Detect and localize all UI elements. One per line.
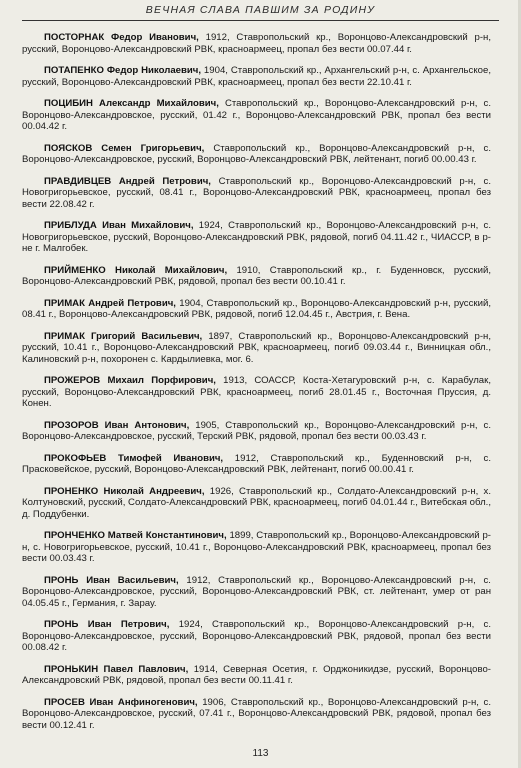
entry-name: ПОЦИБИН Александр Михайлович, <box>44 98 219 109</box>
entry-text: Ставропольский кр., Воронцово-Александровский р-н, с. Воронцово-Александровское, русский, Воронцово-Александровский РВК, лейтенант, погиб 00.00.43 г. <box>22 142 492 165</box>
entry-text: 1913, СОАССР, Коста-Хетагуровский р-н, с. Карабулак, русский, Воронцово-Александровский РВК, красноармеец, погиб 28.01.45 г., Восточная Пруссия, д. Конен. <box>22 375 492 409</box>
entry-name: ПРОЖЕРОВ Михаил Порфирович, <box>44 375 216 386</box>
entry-name: ПРИМАК Андрей Петрович, <box>44 297 176 309</box>
page-number: 113 <box>252 748 269 759</box>
entry-name: ПРИМАК Григорий Васильевич, <box>44 330 203 342</box>
list-item <box>22 98 491 133</box>
list-item <box>22 375 491 410</box>
entry-text: 1914, Северная Осетия, г. Орджоникидзе, русский, Воронцово-Александровский РВК, рядовой, пропал без вести 00.11.41 г. <box>22 663 492 686</box>
entry-name: ПРИЙМЕНКО Николай Михайлович, <box>44 264 228 276</box>
list-item <box>22 575 491 610</box>
list-item <box>22 697 491 732</box>
entry-text: 1912, Ставропольский кр., Воронцово-Александровский р-н, с. Воронцово-Александровское, русский, Воронцово-Александровский РВК, ст. лейтенант, умер от ран 04.05.45 г., Германия, г. Зарау. <box>22 574 491 609</box>
list-item <box>22 176 491 211</box>
entry-name: ПРОНЕНКО Николай Андреевич, <box>44 485 205 497</box>
entry-list <box>22 32 491 741</box>
entry-text: 1904, Ставропольский кр., Архангельский р-н, с. Архангельское, русский, Воронцово-Александровский РВК, красноармеец, пропал без вести 22.10.41 г. <box>22 65 491 88</box>
list-item <box>22 65 491 88</box>
list-item <box>22 664 491 687</box>
entry-name: ПОТАПЕНКО Федор Николаевич, <box>44 65 202 76</box>
header-divider <box>22 20 499 21</box>
list-item <box>22 619 491 654</box>
entry-text: 1912, Ставропольский кр., Воронцово-Александровский р-н, русский, Воронцово-Александровский РВК, красноармеец, пропал без вести 00.07.44 г. <box>22 32 491 55</box>
list-item <box>22 220 491 255</box>
entry-name: ПРОНЬКИН Павел Павлович, <box>44 663 189 675</box>
entry-name: ПРОНЬ Иван Васильевич, <box>44 574 179 586</box>
list-item <box>22 32 491 55</box>
list-item <box>22 331 491 366</box>
entry-text: 1906, Ставропольский кр., Воронцово-Александровский р-н, с. Воронцово-Александровское, русский, 07.41 г., Воронцово-Александровский РВК, рядовой, пропал без вести 00.12.41 г. <box>22 696 491 731</box>
entry-text: Ставропольский кр., Воронцово-Александровский р-н, с. Новогригорьевское, русский, 08.41 г., Воронцово-Александровский РВК, красноармеец, пропал без вести 22.08.42 г. <box>22 175 491 210</box>
entry-text: Ставропольский кр., Воронцово-Александровский р-н, с. Воронцово-Александровское, русский, 01.42 г., Воронцово-Александровский РВК, пропал без вести 00.04.42 г. <box>22 98 491 132</box>
entry-text: 1899, Ставропольский кр., Воронцово-Александровский р-н, с. Новогригорьевское, русский, 10.41 г., Воронцово-Александровский РВК, красноармеец, пропал без вести 00.03.43 г. <box>22 530 491 564</box>
entry-text: 1897, Ставропольский кр., Воронцово-Александровский р-н, русский, 10.41 г., Воронцово-Александровский РВК, красноармеец, погиб 09.03.44 г., Винницкая обл., Калиновский р-н, похоронен с. Кардылиевка, мог. 6. <box>22 330 491 365</box>
entry-text: 1905, Ставропольский кр., Воронцово-Александровский р-н, с. Воронцово-Александровское, русский, Терский РВК, рядовой, пропал без вести 00.03.43 г. <box>22 419 491 442</box>
list-item <box>22 265 491 288</box>
entry-name: ПРОНЬ Иван Петрович, <box>44 619 170 630</box>
entry-text: 1910, Ставропольский кр., г. Буденновск, русский, Воронцово-Александровский РВК, рядовой, пропал без вести 00.10.41 г. <box>22 264 491 287</box>
entry-name: ПОЯСКОВ Семен Григорьевич, <box>44 142 205 154</box>
entry-text: 1904, Ставропольский кр., Воронцово-Александровский р-н, русский, 08.41 г., Воронцово-Александровский РВК, рядовой, погиб 12.04.45 г., Австрия, г. Вена. <box>22 297 491 320</box>
list-item <box>22 298 491 321</box>
list-item <box>22 143 491 166</box>
entry-name: ПРОСЕВ Иван Анфиногенович, <box>44 696 198 708</box>
entry-text: 1924, Ставропольский кр., Воронцово-Александровский р-н, с. Новогригорьевское, русский, Воронцово-Александровский РВК, рядовой, погиб 04.11.42 г., ЧИАССР, в р-не г. Малгобек. <box>22 220 491 254</box>
list-item <box>22 453 491 476</box>
entry-name: ПРОЗОРОВ Иван Антонович, <box>44 419 190 431</box>
entry-name: ПРАВДИВЦЕВ Андрей Петрович, <box>44 175 211 187</box>
entry-name: ПРОНЧЕНКО Матвей Константинович, <box>44 530 227 541</box>
entry-name: ПРИБЛУДА Иван Михайлович, <box>44 220 194 231</box>
entry-text: 1926, Ставропольский кр., Солдато-Александровский р-н, х. Колтуновский, русский, Солдато-Александровский РВК, красноармеец, погиб 04.01.44 г., Витебская обл., д. Поддубенки. <box>22 485 491 520</box>
list-item <box>22 530 491 565</box>
list-item <box>22 420 491 443</box>
entry-name: ПОСТОРНАК Федор Иванович, <box>44 32 199 43</box>
entry-name: ПРОКОФЬЕВ Тимофей Иванович, <box>44 452 224 464</box>
entry-text: 1912, Ставропольский кр., Буденновский р-н, с. Прасковейское, русский, Воронцово-Александровский РВК, лейтенант, погиб 00.00.41 г. <box>22 452 491 475</box>
entry-text: 1924, Ставропольский кр., Воронцово-Александровский р-н, с. Воронцово-Александровское, русский, Воронцово-Александровский РВК, рядовой, пропал без вести 00.08.42 г. <box>22 619 491 653</box>
list-item <box>22 486 491 521</box>
running-header: ВЕЧНАЯ СЛАВА ПАВШИМ ЗА РОДИНУ <box>145 4 376 16</box>
